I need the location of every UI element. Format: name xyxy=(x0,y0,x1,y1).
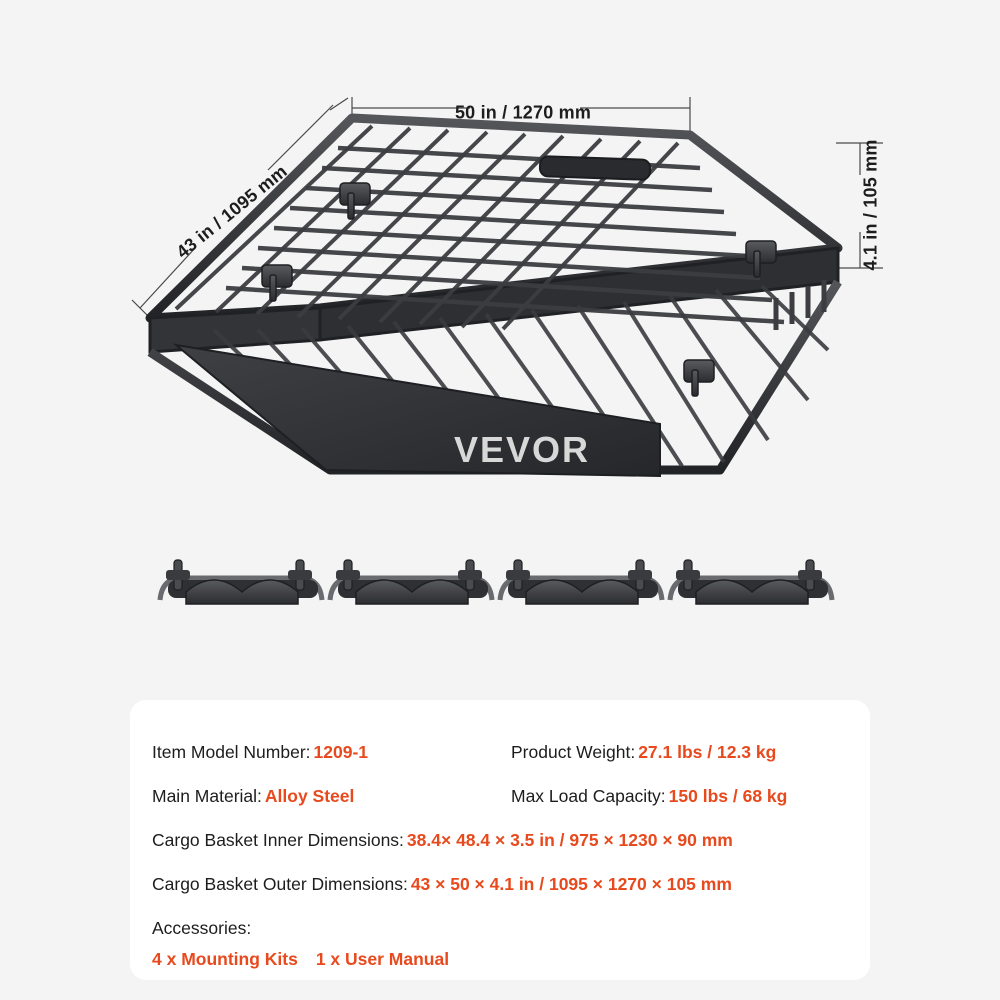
accessories-label: Accessories: xyxy=(152,918,252,938)
spec-outer-dimensions xyxy=(152,874,870,895)
spec-label: Cargo Basket Inner Dimensions: xyxy=(152,830,404,850)
spec-value: 27.1 lbs / 12.3 kg xyxy=(638,742,777,762)
spec-value: 150 lbs / 68 kg xyxy=(668,786,788,806)
spec-value: 38.4× 48.4 × 3.5 in / 975 × 1230 × 90 mm xyxy=(406,830,733,850)
mounting-kit xyxy=(670,560,832,604)
spec-label: Max Load Capacity: xyxy=(511,786,666,806)
spec-row xyxy=(152,874,870,895)
accessory-item: 4 x Mounting Kits xyxy=(152,949,298,969)
dimension-label-height: 4.1 in / 105 mm xyxy=(860,139,881,271)
spec-row xyxy=(152,830,870,851)
spec-inner-dimensions xyxy=(152,830,870,851)
spec-label: Product Weight: xyxy=(511,742,636,762)
spec-main-material xyxy=(152,786,511,807)
spec-value: 1209-1 xyxy=(313,742,369,762)
spec-label: Main Material: xyxy=(152,786,262,806)
cargo-basket-body xyxy=(150,118,838,476)
spec-value: 43 × 50 × 4.1 in / 1095 × 1270 × 105 mm xyxy=(410,874,732,894)
mounting-kit xyxy=(330,560,492,604)
mounting-kits-row xyxy=(160,560,832,604)
spec-row xyxy=(152,742,870,763)
mounting-kit xyxy=(160,560,322,604)
spec-label: Cargo Basket Outer Dimensions: xyxy=(152,874,408,894)
spec-product-weight xyxy=(511,742,870,763)
spec-row xyxy=(152,786,870,807)
brand-logo-text: VEVOR xyxy=(453,429,590,470)
accessory-item: 1 x User Manual xyxy=(315,949,450,969)
accessories-list xyxy=(152,949,870,970)
spec-max-load-capacity xyxy=(511,786,870,807)
dimension-label-depth: 43 in / 1095 mm xyxy=(172,161,291,263)
spec-value: Alloy Steel xyxy=(264,786,355,806)
spec-item-model-number xyxy=(152,742,511,763)
mounting-kit xyxy=(500,560,662,604)
spec-label: Item Model Number: xyxy=(152,742,311,762)
dimension-label-width: 50 in / 1270 mm xyxy=(454,102,592,123)
specifications-card xyxy=(130,700,870,980)
